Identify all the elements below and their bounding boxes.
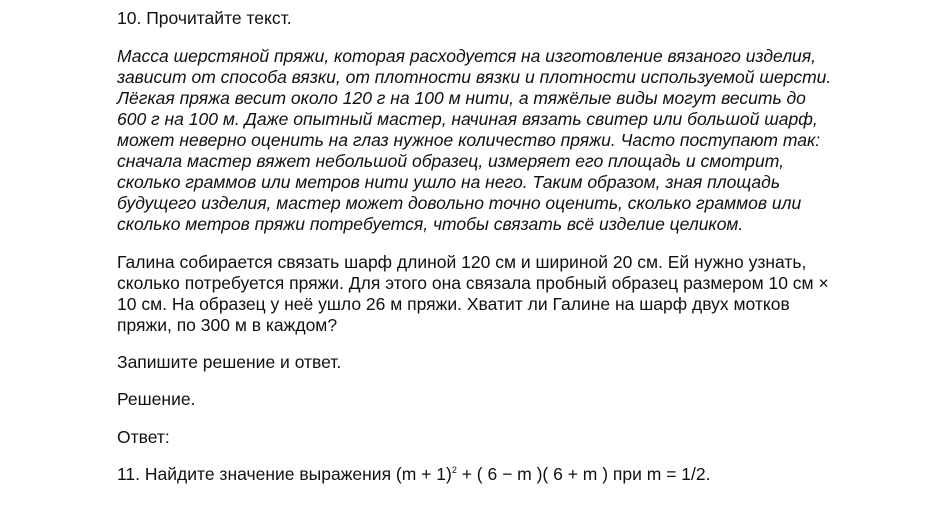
task-11-text <box>117 464 887 485</box>
reading-text-line: Масса шерстяной пряжи, которая расходуется на изготовление вязаного изделия, <box>117 46 817 66</box>
reading-text-line: 600 г на 100 м. Даже опытный мастер, начиная вязать свитер или большой шарф, <box>117 109 818 129</box>
solution-label: Решение. <box>117 389 196 409</box>
problem-text-line: 10 см. На образец у неё ушло 26 м пряжи. Хватит ли Галине на шарф двух мотков <box>117 294 790 314</box>
instruction-text: Запишите решение и ответ. <box>117 352 342 372</box>
reading-text-line: зависит от способа вязки, от плотности вязки и плотности используемой шерсти. <box>117 67 832 87</box>
reading-text-line: сколько граммов или метров нити ушло на него. Таким образом, зная площадь <box>117 172 781 192</box>
task-11-text-after: + ( 6 − m )( 6 + m ) при m = 1/2. <box>456 464 711 484</box>
task-10-heading: 10. Прочитайте текст. <box>117 8 292 28</box>
document-page <box>117 8 887 485</box>
problem-text-block <box>117 252 887 336</box>
reading-text-line: сначала мастер вяжет небольшой образец, измеряет его площадь и смотрит, <box>117 151 785 171</box>
reading-text-line: Лёгкая пряжа весит около 120 г на 100 м нити, а тяжёлые виды могут весить до <box>117 88 806 108</box>
task-11-exponent: 2 <box>451 465 457 476</box>
task-11-text-before: 11. Найдите значение выражения (m + 1) <box>117 464 452 484</box>
problem-text-line: Галина собирается связать шарф длиной 120 см и шириной 20 см. Ей нужно узнать, <box>117 252 807 272</box>
reading-text-line: будущего изделия, мастер может довольно точно оценить, сколько граммов или <box>117 193 802 213</box>
reading-text-line: может неверно оценить на глаз нужное количество пряжи. Часто поступают так: <box>117 130 821 150</box>
problem-text-line: пряжи, по 300 м в каждом? <box>117 315 338 335</box>
answer-label: Ответ: <box>117 427 170 447</box>
problem-text-line: сколько потребуется пряжи. Для этого она связала пробный образец размером 10 см × <box>117 273 829 293</box>
reading-text-block <box>117 46 887 235</box>
reading-text-line: сколько метров пряжи потребуется, чтобы связать всё изделие целиком. <box>117 214 744 234</box>
